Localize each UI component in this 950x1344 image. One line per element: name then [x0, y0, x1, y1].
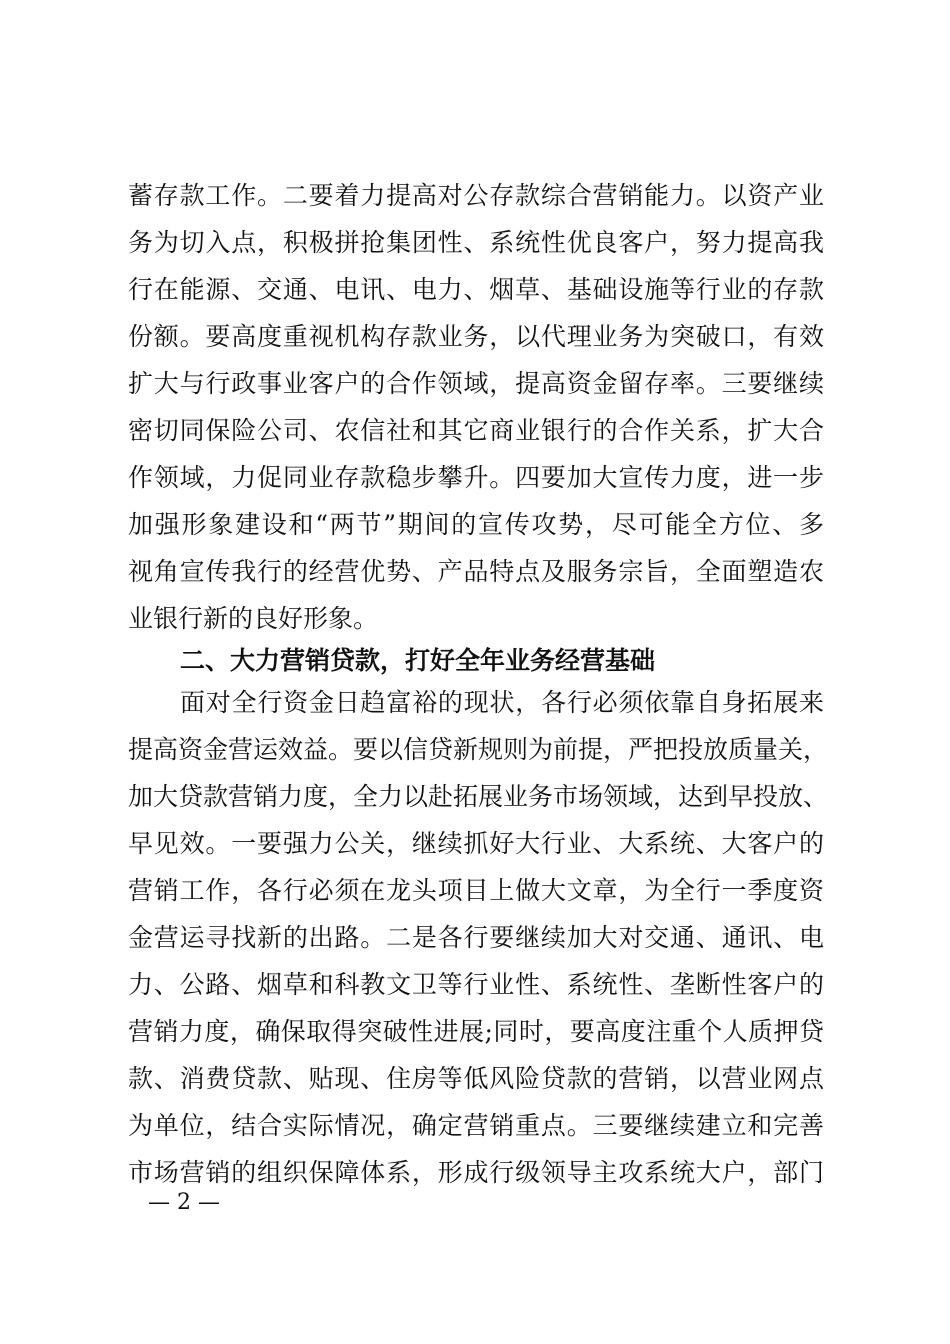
paragraph-2-line-9: 款、消费贷款、贴现、住房等低风险贷款的营销，以营业网点 — [128, 1064, 824, 1093]
paragraph-1-line-9: 视角宣传我行的经营优势、产品特点及服务宗旨，全面塑造农 — [128, 557, 824, 586]
paragraph-1-line-5: 扩大与行政事业客户的合作领域，提高资金留存率。三要继续 — [128, 369, 824, 398]
paragraph-2-line-2: 提高资金营运效益。要以信贷新规则为前提，严把投放质量关， — [128, 735, 829, 764]
paragraph-2-line-6: 金营运寻找新的出路。二是各行要继续加大对交通、通讯、电 — [128, 923, 824, 952]
paragraph-2-line-7: 力、公路、烟草和科教文卫等行业性、系统性、垄断性客户的 — [128, 970, 824, 999]
paragraph-1-line-2: 务为切入点，积极拼抢集团性、系统性优良客户，努力提高我 — [128, 228, 824, 257]
paragraph-2-line-8: 营销力度，确保取得突破性进展;同时，要高度注重个人质押贷 — [128, 1017, 824, 1046]
paragraph-2-line-1: 面对全行资金日趋富裕的现状，各行必须依靠自身拓展来 — [180, 688, 824, 717]
page-number: — 2 — — [148, 1190, 220, 1215]
paragraph-1-line-3: 行在能源、交通、电讯、电力、烟草、基础设施等行业的存款 — [128, 275, 824, 304]
paragraph-2-line-4: 早见效。一要强力公关，继续抓好大行业、大系统、大客户的 — [128, 829, 824, 858]
paragraph-2-line-5: 营销工作，各行必须在龙头项目上做大文章，为全行一季度资 — [128, 876, 824, 905]
paragraph-2-line-3: 加大贷款营销力度，全力以赴拓展业务市场领域，达到早投放、 — [128, 782, 829, 811]
paragraph-2-line-11: 市场营销的组织保障体系，形成行级领导主攻系统大户，部门 — [128, 1158, 824, 1187]
paragraph-2-line-10: 为单位，结合实际情况，确定营销重点。三要继续建立和完善 — [128, 1111, 824, 1140]
paragraph-1-line-1: 蓄存款工作。二要着力提高对公存款综合营销能力。以资产业 — [128, 181, 824, 210]
paragraph-1-line-6: 密切同保险公司、农信社和其它商业银行的合作关系，扩大合 — [128, 416, 824, 445]
section-heading-2: 二、大力营销贷款，打好全年业务经营基础 — [180, 646, 656, 675]
paragraph-1-line-8: 加强形象建设和“两节”期间的宣传攻势，尽可能全方位、多 — [128, 510, 824, 539]
paragraph-1-line-10: 业银行新的良好形象。 — [128, 604, 379, 633]
paragraph-1-line-7: 作领域，力促同业存款稳步攀升。四要加大宣传力度，进一步 — [128, 463, 824, 492]
paragraph-1-line-4: 份额。要高度重视机构存款业务，以代理业务为突破口，有效 — [128, 322, 824, 351]
